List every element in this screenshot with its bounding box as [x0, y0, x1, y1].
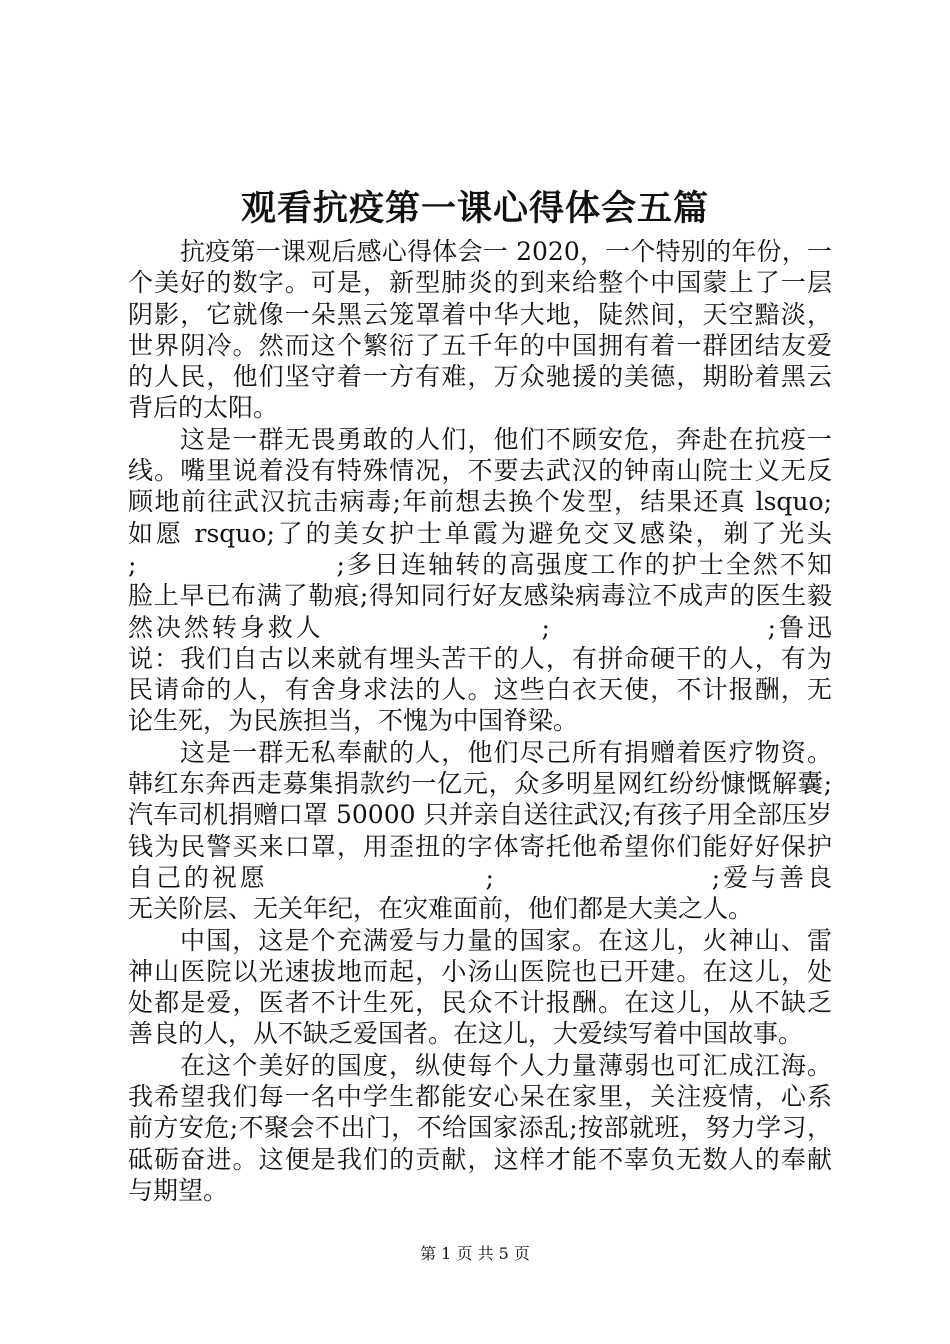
body-line: 这是一群无畏勇敢的人们，他们不顾安危，奔赴在抗疫一: [180, 424, 832, 454]
body-line: 无关阶层、无关年纪，在灾难面前，他们都是大美之人。: [128, 894, 754, 924]
body-line: 在这个美好的国度，纵使每个人力量薄弱也可汇成江海。: [180, 1050, 832, 1080]
body-line: 如愿 rsquo;了的美女护士单霞为避免交叉感染，剃了光头: [128, 518, 832, 548]
body-line: 个美好的数字。可是，新型肺炎的到来给整个中国蒙上了一层: [128, 268, 832, 298]
body-line: 砥砺奋进。这便是我们的贡献，这样才能不辜负无数人的奉献: [128, 1144, 832, 1174]
body-line: 与期望。: [128, 1175, 229, 1205]
page-footer: 第 1 页 共 5 页: [420, 1244, 530, 1263]
body-line: 中国，这是个充满爱与力量的国家。在这儿，火神山、雷: [180, 925, 832, 955]
body-line: 论生死，为民族担当，不愧为中国脊梁。: [128, 706, 579, 736]
body-line: 顾地前往武汉抗击病毒;年前想去换个发型，结果还真 lsquo;: [128, 487, 832, 517]
body-line: 自己的祝愿 ; ;爱与善良: [128, 862, 832, 892]
body-line: 然决然转身救人 ; ;鲁迅: [128, 612, 832, 642]
body-line: 这是一群无私奉献的人，他们尽己所有捐赠着医疗物资。: [180, 737, 832, 767]
body-line: ; ;多日连轴转的高强度工作的护士全然不知: [128, 549, 832, 579]
body-line: 处都是爱，医者不计生死，民众不计报酬。在这儿，从不缺乏: [128, 988, 832, 1018]
body-line: 钱为民警买来口罩，用歪扭的字体寄托他希望你们能好好保护: [128, 831, 832, 861]
body-line: 脸上早已布满了勒痕;得知同行好友感染病毒泣不成声的医生毅: [128, 581, 832, 611]
body-line: 民请命的人，有舍身求法的人。这些白衣天使，不计报酬，无: [128, 675, 832, 705]
body-line: 善良的人，从不缺乏爱国者。在这儿，大爱续写着中国故事。: [128, 1019, 804, 1049]
body-line: 的人民，他们坚守着一方有难，万众驰援的美德，期盼着黑云: [128, 362, 832, 392]
body-line: 说：我们自古以来就有埋头苦干的人，有拼命硬干的人，有为: [128, 643, 832, 673]
body-line: 我希望我们每一名中学生都能安心呆在家里，关注疫情，心系: [128, 1082, 832, 1112]
document-title: 观看抗疫第一课心得体会五篇: [240, 189, 709, 229]
body-line: 世界阴冷。然而这个繁衍了五千年的中国拥有着一群团结友爱: [128, 330, 832, 360]
body-line: 汽车司机捐赠口罩 50000 只并亲自送往武汉;有孩子用全部压岁: [128, 800, 832, 830]
body-line: 背后的太阳。: [128, 393, 279, 423]
body-line: 阴影，它就像一朵黑云笼罩着中华大地，陡然间，天空黯淡，: [128, 299, 832, 329]
body-line: 抗疫第一课观后感心得体会一 2020，一个特别的年份，一: [180, 237, 832, 266]
body-line: 前方安危;不聚会不出门，不给国家添乱;按部就班，努力学习，: [128, 1113, 832, 1143]
document-body: [128, 236, 832, 1206]
body-line: 神山医院以光速拔地而起，小汤山医院也已开建。在这儿，处: [128, 956, 832, 986]
body-line: 线。嘴里说着没有特殊情况，不要去武汉的钟南山院士义无反: [128, 456, 832, 486]
body-line: 韩红东奔西走募集捐款约一亿元，众多明星网红纷纷慷慨解囊;: [128, 769, 832, 799]
